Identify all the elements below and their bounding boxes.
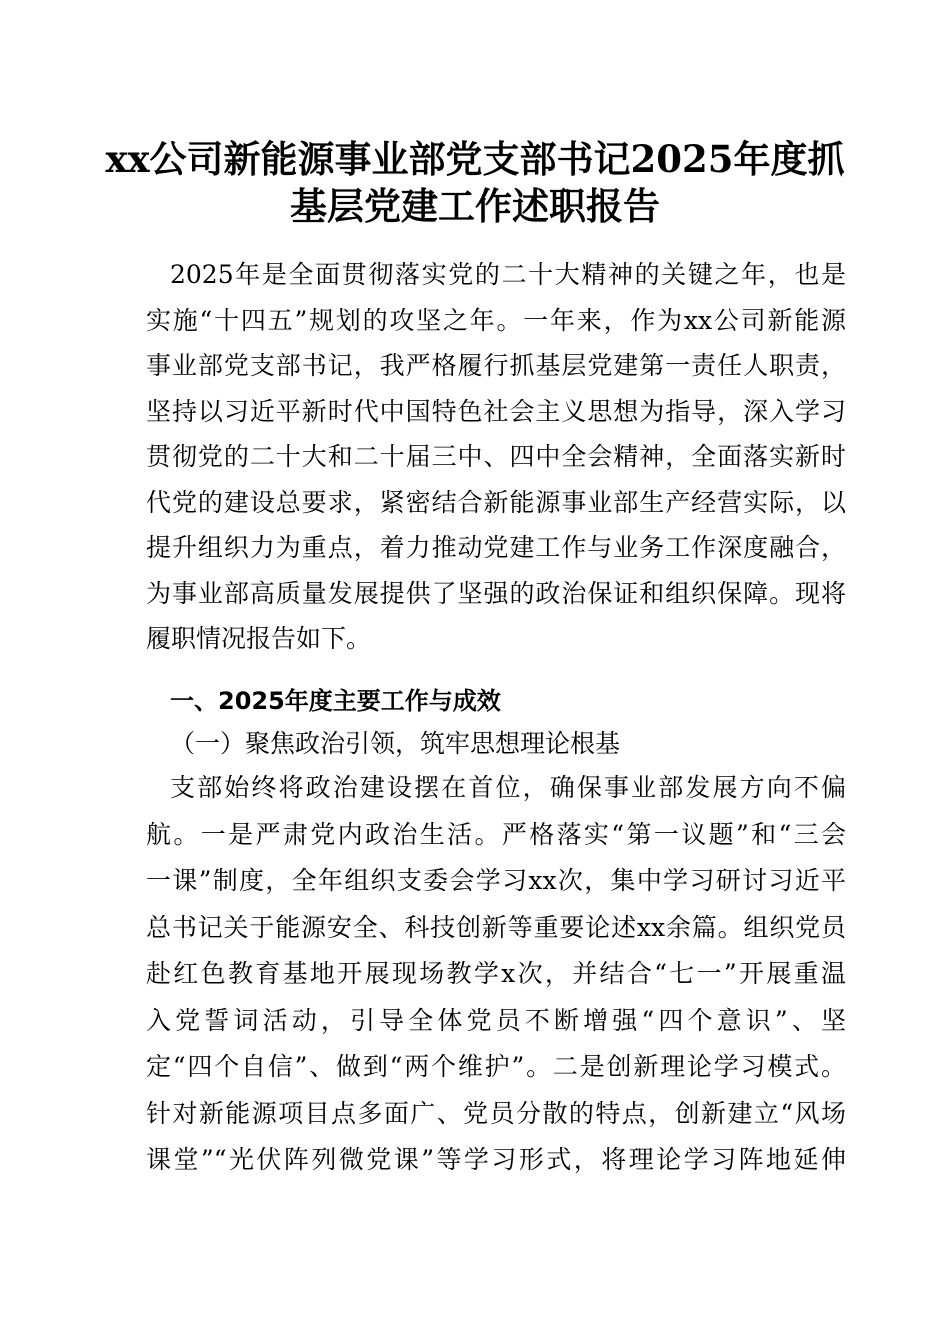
body-line-2: 航。一是严肃党内政治生活。严格落实“第一议题”和“三会 — [146, 819, 846, 849]
document-title-line-1: xx公司新能源事业部党支部书记2025年度抓 — [105, 137, 845, 181]
intro-line-2: 实施“十四五”规划的攻坚之年。一年来，作为xx公司新能源 — [146, 305, 846, 335]
section-heading-2: （一）聚焦政治引领，筑牢思想理论根基 — [170, 729, 621, 758]
body-line-1: 支部始终将政治建设摆在首位，确保事业部发展方向不偏 — [170, 773, 846, 802]
body-line-4: 总书记关于能源安全、科技创新等重要论述xx余篇。组织党员 — [146, 912, 846, 942]
body-line-7: 定“四个自信”、做到“两个维护”。二是创新理论学习模式。 — [146, 1052, 846, 1081]
body-line-3: 一课”制度，全年组织支委会学习xx次，集中学习研讨习近平 — [146, 866, 846, 895]
intro-line-4: 坚持以习近平新时代中国特色社会主义思想为指导，深入学习 — [146, 396, 846, 426]
intro-line-7: 提升组织力为重点，着力推动党建工作与业务工作深度融合， — [146, 533, 846, 562]
body-line-8: 针对新能源项目点多面广、党员分散的特点，创新建立“风场 — [146, 1098, 846, 1128]
intro-line-8: 为事业部高质量发展提供了坚强的政治保证和组织保障。现将 — [146, 578, 846, 608]
document-title-line-2: 基层党建工作述职报告 — [290, 184, 660, 228]
body-line-5: 赴红色教育基地开展现场教学x次，并结合“七一”开展重温 — [146, 959, 846, 988]
intro-line-9: 履职情况报告如下。 — [146, 624, 372, 653]
section-heading-1: 一、2025年度主要工作与成效 — [170, 687, 501, 715]
intro-line-6: 代党的建设总要求，紧密结合新能源事业部生产经营实际，以 — [146, 487, 846, 517]
body-line-9: 课堂”“光伏阵列微党课”等学习形式，将理论学习阵地延伸 — [146, 1145, 846, 1174]
intro-line-3: 事业部党支部书记，我严格履行抓基层党建第一责任人职责， — [146, 351, 846, 380]
intro-line-1: 2025年是全面贯彻落实党的二十大精神的关键之年，也是 — [170, 260, 846, 289]
intro-line-5: 贯彻党的二十大和二十届三中、四中全会精神，全面落实新时 — [146, 442, 846, 471]
body-line-6: 入党誓词活动，引导全体党员不断增强“四个意识”、坚 — [146, 1005, 846, 1035]
